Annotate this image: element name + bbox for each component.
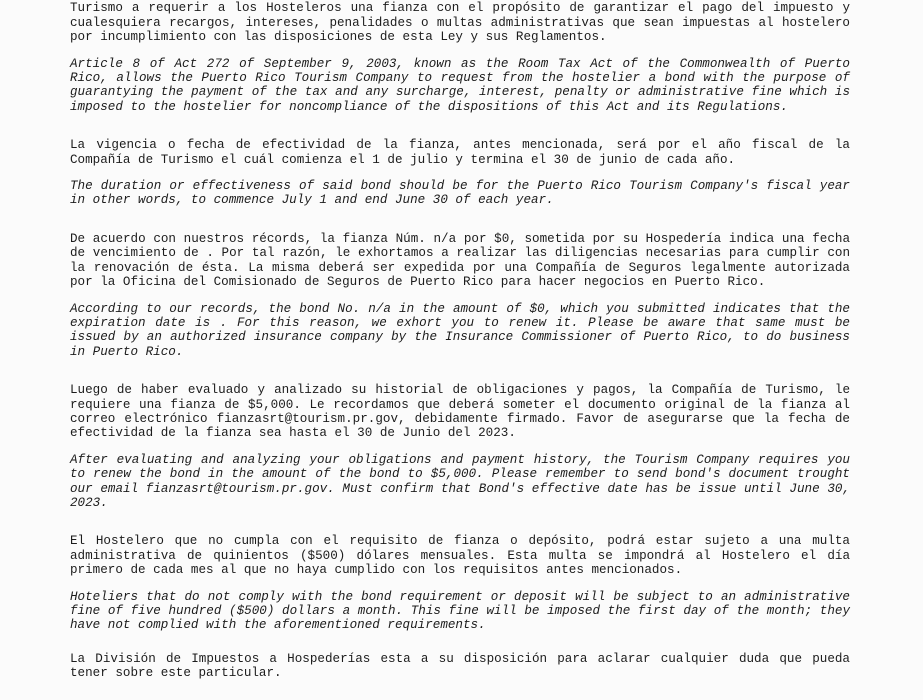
paragraph-room-tax-spanish: Turismo a requerir a los Hosteleros una fianza con el propósito de garantizar el pago del impuesto y cualesquiera recargos, intereses, penalidades o multas administrativas que sean impuestas al hostelero por incumplimiento con las disposiciones de esta Ley y sus Reglamentos.: [70, 1, 850, 45]
paragraph-room-tax-english: Article 8 of Act 272 of September 9, 2003, known as the Room Tax Act of the Commonwealth of Puerto Rico, allows the Puerto Rico Tourism Company to request from the hostelier a bond with the purpose of guarantying the payment of the tax and any surcharge, interest, penalty or administrative fine which is imposed to the hostelier for noncompliance of the dispositions of this Act and its Regulations.: [70, 56, 850, 114]
paragraph-records-english: According to our records, the bond No. n/a in the amount of $0, which you submitted indicates that the expiration date is . For this reason, we exhort you to renew it. Please be aware that same must be issued by an authorized insurance company by the Insurance Commissioner of Puerto Rico, to do business in Puerto Rico.: [70, 301, 850, 359]
paragraph-bond-duration-spanish: La vigencia o fecha de efectividad de la fianza, antes mencionada, será por el año fiscal de la Compañía de Turismo el cuál comienza el 1 de julio y termina el 30 de junio de cada año.: [70, 138, 850, 167]
paragraph-bond-duration-english: The duration or effectiveness of said bond should be for the Puerto Rico Tourism Company's fiscal year in other words, to commence July 1 and end June 30 of each year.: [70, 179, 850, 208]
paragraph-fine-english: Hoteliers that do not comply with the bond requirement or deposit will be subject to an administrative fine of five hundred ($500) dollars a month. This fine will be imposed the first day of the month; they have not complied with the aforementioned requirements.: [70, 589, 850, 633]
letter-body: [70, 0, 850, 681]
paragraph-records-spanish: De acuerdo con nuestros récords, la fianza Núm. n/a por $0, sometida por su Hospedería indica una fecha de vencimiento de . Por tal razón, le exhortamos a realizar las diligencias necesarias para cumplir con la renovación de ésta. La misma deberá ser expedida por una Compañía de Seguros legalmente autorizada por la Oficina del Comisionado de Seguros de Puerto Rico para hacer negocios en Puerto Rico.: [70, 231, 850, 290]
paragraph-bond-amount-spanish: Luego de haber evaluado y analizado su historial de obligaciones y pagos, la Compañía de Turismo, le requiere una fianza de $5,000. Le recordamos que deberá someter el documento original de la fianza al correo electrónico fianzasrt@tourism.pr.gov, debidamente firmado. Favor de asegurarse que la fecha de efectividad de la fianza sea hasta el 30 de Junio del 2023.: [70, 383, 850, 441]
paragraph-contact-spanish: La División de Impuestos a Hospederías esta a su disposición para aclarar cualquier duda que pueda tener sobre este particular.: [70, 651, 850, 681]
paragraph-bond-amount-english: After evaluating and analyzing your obligations and payment history, the Tourism Company requires you to renew the bond in the amount of the bond to $5,000. Please remember to send bond's document trought our email fianzasrt@tourism.pr.gov. Must confirm that Bond's effective date has be issue until June 30, 2023.: [70, 452, 850, 510]
paragraph-fine-spanish: El Hostelero que no cumpla con el requisito de fianza o depósito, podrá estar sujeto a una multa administrativa de quinientos ($500) dólares mensuales. Esta multa se impondrá al Hostelero el día primero de cada mes al que no haya cumplido con los requisitos antes mencionados.: [70, 534, 850, 578]
